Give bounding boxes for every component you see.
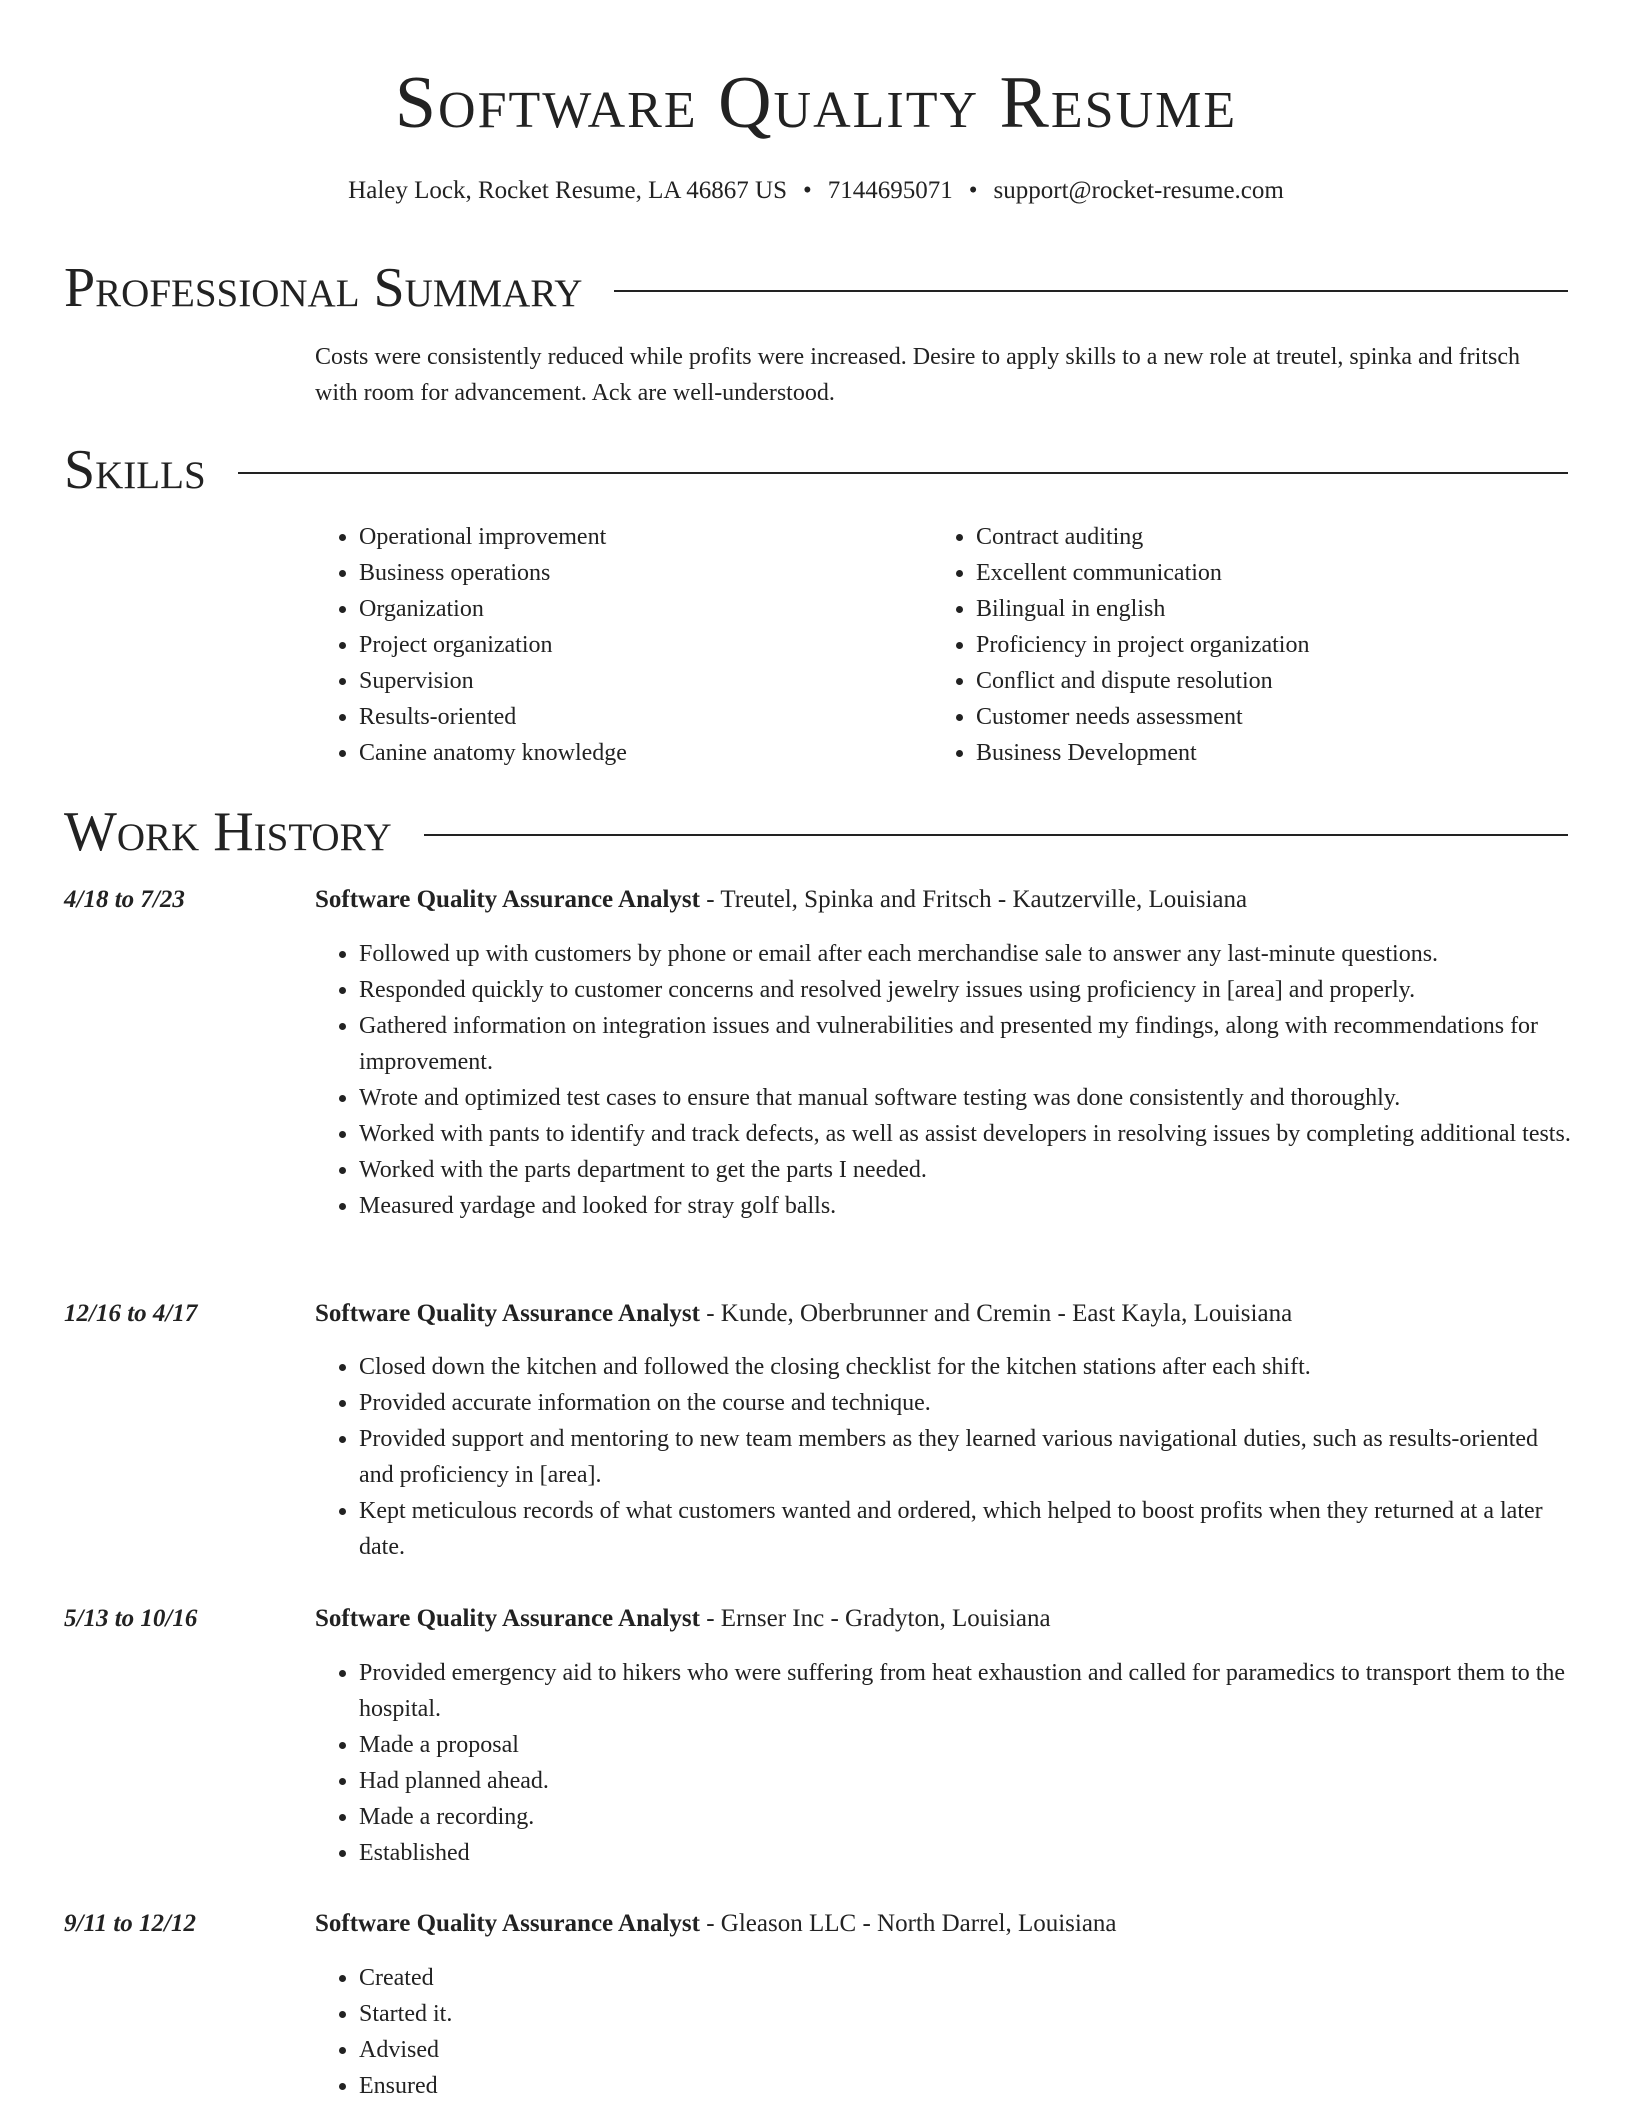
skill-item: • Business operations — [359, 555, 915, 591]
skills-heading: Skills — [64, 439, 206, 501]
duty-item: • Worked with the parts department to get the parts I needed. — [359, 1152, 1575, 1188]
contact-line — [0, 174, 1632, 208]
duty-item: • Ensured — [359, 2068, 1575, 2104]
duty-item: • Measured yardage and looked for stray golf balls. — [359, 1188, 1575, 1224]
job-dates: 4/18 to 7/23 — [64, 886, 185, 913]
skill-item: • Customer needs assessment — [976, 699, 1562, 735]
job-employer: - Treutel, Spinka and Fritsch - Kautzerville, Louisiana — [699, 886, 1248, 913]
job-duties — [315, 1349, 1575, 1565]
duty-item: • Worked with pants to identify and track defects, as well as assist developers in resolving issues by completing additional tests. — [359, 1116, 1575, 1152]
job-duties — [315, 1960, 1575, 2104]
duty-item: • Created — [359, 1960, 1575, 1996]
skill-item: • Business Development — [976, 735, 1562, 771]
duty-item: • Closed down the kitchen and followed the closing checklist for the kitchen stations after each shift. — [359, 1349, 1575, 1385]
job-duties — [315, 1655, 1575, 1871]
section-divider — [614, 290, 1568, 292]
duty-item: • Advised — [359, 2032, 1575, 2068]
duty-item: • Provided emergency aid to hikers who were suffering from heat exhaustion and called for paramedics to transport them to the hospital. — [359, 1655, 1575, 1727]
contact-email: support@rocket-resume.com — [993, 177, 1284, 204]
duty-item: • Wrote and optimized test cases to ensure that manual software testing was done consistently and thoroughly. — [359, 1080, 1575, 1116]
contact-address: Haley Lock, Rocket Resume, LA 46867 US — [348, 177, 787, 204]
job-title: Software Quality Assurance Analyst — [315, 1910, 700, 1937]
job-dates: 12/16 to 4/17 — [64, 1300, 198, 1327]
skill-item: • Excellent communication — [976, 555, 1562, 591]
job-title: Software Quality Assurance Analyst — [315, 1605, 700, 1632]
duty-item: • Made a proposal — [359, 1727, 1575, 1763]
job-dates: 9/11 to 12/12 — [64, 1910, 196, 1937]
work-heading: Work History — [64, 801, 392, 863]
summary-heading: Professional Summary — [64, 257, 583, 319]
job-heading — [315, 1296, 1292, 1332]
skill-item: • Organization — [359, 591, 915, 627]
contact-phone: 7144695071 — [827, 177, 953, 204]
duty-item: • Kept meticulous records of what customers wanted and ordered, which helped to boost profits when they returned at a later date. — [359, 1493, 1575, 1565]
section-divider — [238, 472, 1568, 474]
summary-text: Costs were consistently reduced while profits were increased. Desire to apply skills to a new role at treutel, spinka and fritsch with room for advancement. Ack are well-understood. — [315, 344, 1520, 406]
duty-item: • Established — [359, 1835, 1575, 1871]
duty-item: • Gathered information on integration issues and vulnerabilities and presented my findings, along with recommendations for improvement. — [359, 1008, 1575, 1080]
job-heading — [315, 1601, 1051, 1637]
job-employer: - Kunde, Oberbrunner and Cremin - East Kayla, Louisiana — [699, 1300, 1293, 1327]
skills-column-right — [932, 519, 1562, 771]
section-divider — [424, 834, 1568, 836]
duty-item: • Started it. — [359, 1996, 1575, 2032]
job-heading — [315, 1906, 1117, 1942]
duty-item: • Provided support and mentoring to new team members as they learned various navigational duties, such as results-oriented and proficiency in [area]. — [359, 1421, 1575, 1493]
skill-item: • Operational improvement — [359, 519, 915, 555]
bullet-separator: • — [968, 177, 978, 204]
job-duties — [315, 936, 1575, 1224]
skill-item: • Canine anatomy knowledge — [359, 735, 915, 771]
skill-item: • Bilingual in english — [976, 591, 1562, 627]
duty-item: • Had planned ahead. — [359, 1763, 1575, 1799]
skills-section-header — [64, 440, 1568, 500]
job-employer: - Ernser Inc - Gradyton, Louisiana — [699, 1605, 1051, 1632]
work-section-header — [64, 802, 1568, 862]
skill-item: • Contract auditing — [976, 519, 1562, 555]
summary-section-header — [64, 258, 1568, 318]
job-title: Software Quality Assurance Analyst — [315, 1300, 700, 1327]
skill-item: • Project organization — [359, 627, 915, 663]
skill-item: • Supervision — [359, 663, 915, 699]
duty-item: • Followed up with customers by phone or email after each merchandise sale to answer any last-minute questions. — [359, 936, 1575, 972]
bullet-separator: • — [803, 177, 812, 204]
duty-item: • Provided accurate information on the course and technique. — [359, 1385, 1575, 1421]
skills-column-left — [315, 519, 915, 771]
skill-item: • Conflict and dispute resolution — [976, 663, 1562, 699]
duty-item: • Made a recording. — [359, 1799, 1575, 1835]
job-heading — [315, 882, 1247, 918]
skill-item: • Results-oriented — [359, 699, 915, 735]
duty-item: • Responded quickly to customer concerns and resolved jewelry issues using proficiency in [area] and properly. — [359, 972, 1575, 1008]
job-title: Software Quality Assurance Analyst — [315, 886, 700, 913]
job-dates: 5/13 to 10/16 — [64, 1605, 198, 1632]
job-employer: - Gleason LLC - North Darrel, Louisiana — [699, 1910, 1117, 1937]
page-title: Software Quality Resume — [394, 62, 1238, 144]
skill-item: • Proficiency in project organization — [976, 627, 1562, 663]
